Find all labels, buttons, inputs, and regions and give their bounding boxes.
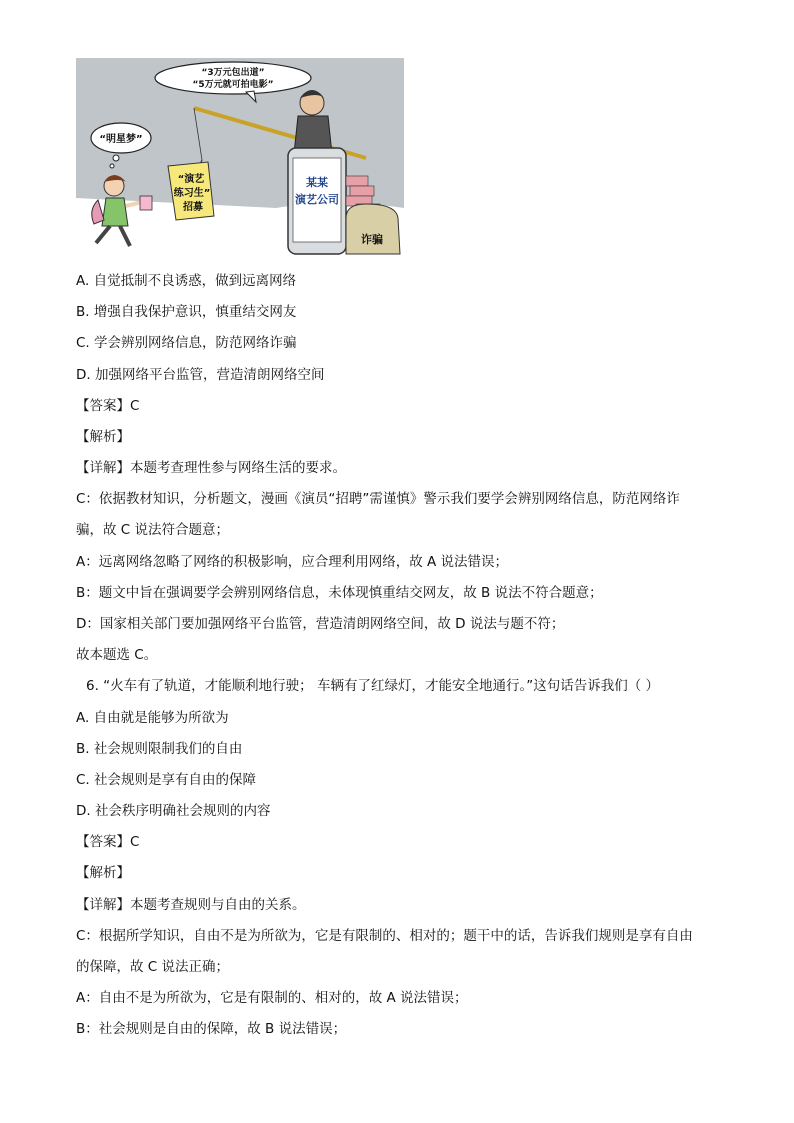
speech-line-2: “5万元就可拍电影” (192, 80, 274, 90)
q5-explanation-line: A：远离网络忽略了网络的积极影响，应合理利用网络，故 A 说法错误； (76, 554, 509, 570)
fraud-sack (346, 204, 400, 254)
q5-option-b: B. 增强自我保护意识，慎重结交网友 (76, 304, 297, 320)
q5-explanation-line: 骗，故 C 说法符合题意； (76, 522, 230, 538)
q6-explanation-line: 的保障，故 C 说法正确； (76, 959, 230, 975)
speech-line-1: “3万元包出道” (201, 68, 265, 78)
q5-option-d: D. 加强网络平台监管，营造清朗网络空间 (76, 367, 325, 383)
svg-text:诈骗: 诈骗 (361, 233, 383, 246)
svg-text:练习生”: 练习生” (173, 188, 211, 199)
q6-answer: 【答案】C (76, 834, 140, 850)
svg-text:演艺公司: 演艺公司 (295, 193, 339, 206)
q5-explanation-line: 故本题选 C。 (76, 647, 158, 663)
q6-explanation-line: C：根据所学知识，自由不是为所欲为，它是有限制的、相对的；题干中的话，告诉我们规则是享有自由 (76, 928, 693, 944)
q5-detail-heading: 【详解】本题考查理性参与网络生活的要求。 (76, 460, 346, 476)
q6-option-d: D. 社会秩序明确社会规则的内容 (76, 803, 271, 819)
q6-detail-heading: 【详解】本题考查规则与自由的关系。 (76, 897, 306, 913)
svg-text:某某: 某某 (306, 176, 328, 189)
q6-explanation-line: A：自由不是为所欲为，它是有限制的、相对的，故 A 说法错误； (76, 990, 468, 1006)
q5-explanation-line: C：依据教材知识，分析题文，漫画《演员“招聘”需谨慎》警示我们要学会辨别网络信息，防范网络诈 (76, 491, 680, 507)
svg-text:“演艺: “演艺 (177, 174, 205, 185)
q5-analysis-heading: 【解析】 (76, 429, 130, 445)
q5-option-c: C. 学会辨别网络信息，防范网络诈骗 (76, 335, 297, 351)
q6-stem: 6. “火车有了轨道，才能顺利地行驶； 车辆有了红绿灯，才能安全地通行。”这句话告诉我们（ ） (86, 678, 659, 694)
q5-option-a: A. 自觉抵制不良诱惑，做到远离网络 (76, 273, 297, 289)
q6-option-c: C. 社会规则是享有自由的保障 (76, 772, 257, 788)
q5-explanation-line: B：题文中旨在强调要学会辨别网络信息，未体现慎重结交网友，故 B 说法不符合题意； (76, 585, 603, 601)
q5-answer: 【答案】C (76, 398, 140, 414)
q6-option-a: A. 自由就是能够为所欲为 (76, 710, 229, 726)
q6-analysis-heading: 【解析】 (76, 865, 130, 881)
q6-option-b: B. 社会规则限制我们的自由 (76, 741, 243, 757)
q5-explanation-line: D：国家相关部门要加强网络平台监管，营造清朗网络空间，故 D 说法与题不符； (76, 616, 565, 632)
cartoon-illustration (76, 58, 404, 258)
dream-text: “明星梦” (99, 134, 143, 145)
q6-explanation-line: B：社会规则是自由的保障，故 B 说法错误； (76, 1021, 347, 1037)
svg-text:招募: 招募 (183, 202, 203, 213)
